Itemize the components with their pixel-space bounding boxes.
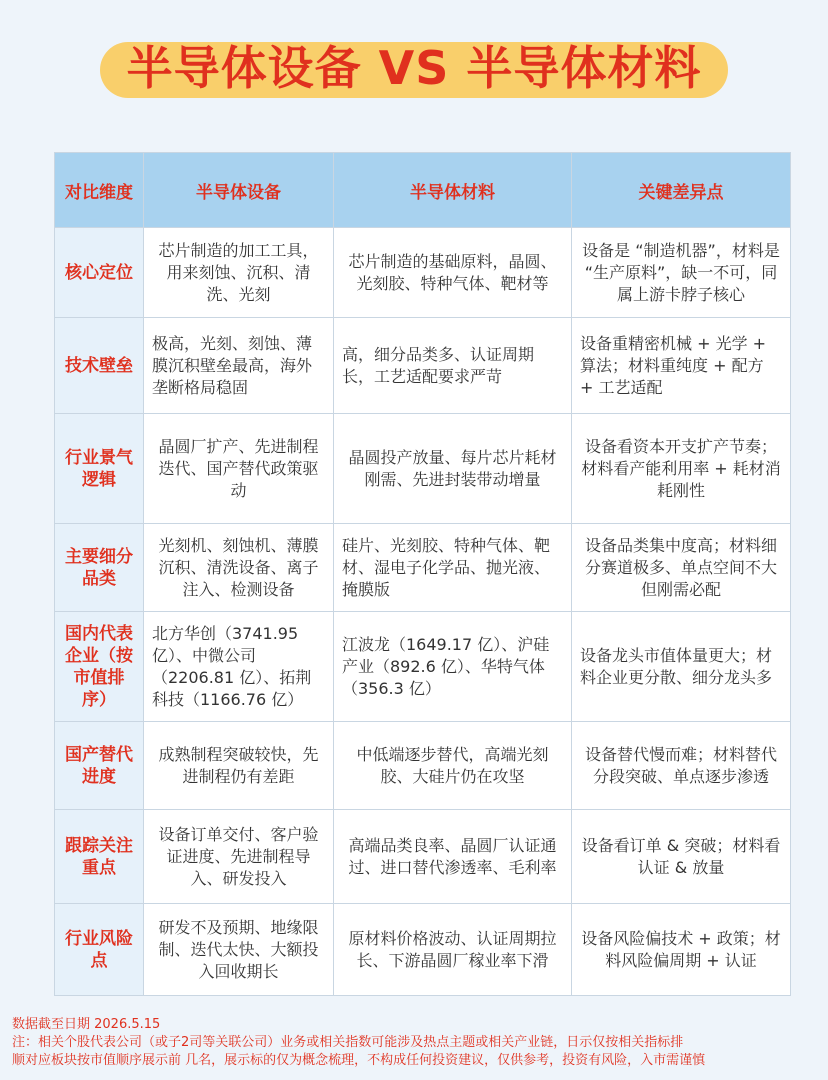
table-row	[55, 414, 791, 524]
cell-materials: 中低端逐步替代，高端光刻胶、大硅片仍在攻坚	[334, 722, 572, 810]
cell-difference: 设备龙头市值体量更大；材料企业更分散、细分龙头多	[572, 612, 791, 722]
cell-equipment: 晶圆厂扩产、先进制程迭代、国产替代政策驱动	[144, 414, 334, 524]
row-dimension: 国产替代进度	[55, 722, 144, 810]
row-dimension: 技术壁垒	[55, 318, 144, 414]
comparison-table	[54, 152, 791, 996]
data-date: 数据截至日期 2026.5.15	[12, 1017, 161, 1032]
header-differences: 关键差异点	[572, 153, 791, 228]
cell-materials: 芯片制造的基础原料，晶圆、光刻胶、特种气体、靶材等	[334, 228, 572, 318]
cell-equipment: 设备订单交付、客户验证进度、先进制程导入、研发投入	[144, 810, 334, 904]
row-dimension: 跟踪关注重点	[55, 810, 144, 904]
cell-difference: 设备看资本开支扩产节奏；材料看产能利用率 + 耗材消耗刚性	[572, 414, 791, 524]
cell-materials: 硅片、光刻胶、特种气体、靶材、湿电子化学品、抛光液、掩膜版	[334, 524, 572, 612]
cell-difference: 设备替代慢而难；材料替代分段突破、单点逐步渗透	[572, 722, 791, 810]
table-row	[55, 612, 791, 722]
table-row	[55, 810, 791, 904]
title-banner	[0, 28, 828, 114]
cell-equipment: 芯片制造的加工工具，用来刻蚀、沉积、清洗、光刻	[144, 228, 334, 318]
footer-disclaimer	[12, 1016, 820, 1070]
table-row	[55, 524, 791, 612]
cell-difference: 设备品类集中度高；材料细分赛道极多、单点空间不大但刚需必配	[572, 524, 791, 612]
header-dimension: 对比维度	[55, 153, 144, 228]
cell-difference: 设备看订单 & 突破；材料看认证 & 放量	[572, 810, 791, 904]
table-row	[55, 318, 791, 414]
cell-equipment: 极高，光刻、刻蚀、薄膜沉积壁垒最高，海外垄断格局稳固	[144, 318, 334, 414]
table-row	[55, 722, 791, 810]
row-dimension: 主要细分品类	[55, 524, 144, 612]
cell-materials: 晶圆投产放量、每片芯片耗材刚需、先进封装带动增量	[334, 414, 572, 524]
row-dimension: 行业景气逻辑	[55, 414, 144, 524]
cell-difference: 设备风险偏技术 + 政策；材料风险偏周期 + 认证	[572, 904, 791, 996]
cell-difference: 设备是 “制造机器”，材料是 “生产原料”，缺一不可，同属上游卡脖子核心	[572, 228, 791, 318]
cell-materials: 原材料价格波动、认证周期拉长、下游晶圆厂稼业率下滑	[334, 904, 572, 996]
cell-materials: 江波龙（1649.17 亿）、沪硅产业（892.6 亿）、华特气体（356.3 亿）	[334, 612, 572, 722]
disclaimer-line-1: 注：相关个股代表公司（或子2司等关联公司）业务或相关指数可能涉及热点主题或相关产业链，日示仅按相关指标排	[12, 1035, 684, 1050]
table-header-row	[55, 153, 791, 228]
cell-materials: 高端品类良率、晶圆厂认证通过、进口替代渗透率、毛利率	[334, 810, 572, 904]
cell-equipment: 北方华创（3741.95 亿）、中微公司（2206.81 亿）、拓荆科技（1166.76 亿）	[144, 612, 334, 722]
cell-equipment: 光刻机、刻蚀机、薄膜沉积、清洗设备、离子注入、检测设备	[144, 524, 334, 612]
row-dimension: 核心定位	[55, 228, 144, 318]
page-title: 半导体设备 VS 半导体材料	[126, 41, 702, 95]
cell-equipment: 成熟制程突破较快，先进制程仍有差距	[144, 722, 334, 810]
row-dimension: 行业风险点	[55, 904, 144, 996]
header-materials: 半导体材料	[334, 153, 572, 228]
table-row	[55, 904, 791, 996]
header-equipment: 半导体设备	[144, 153, 334, 228]
row-dimension: 国内代表企业（按市值排序）	[55, 612, 144, 722]
cell-difference: 设备重精密机械 + 光学 + 算法；材料重纯度 + 配方 + 工艺适配	[572, 318, 791, 414]
disclaimer-line-2: 顺对应板块按市值顺序展示前 几名，展示标的仅为概念梳理，不构成任何投资建议，仅供参考，投资有风险，入市需谨慎	[12, 1053, 706, 1068]
table-row	[55, 228, 791, 318]
cell-materials: 高，细分品类多、认证周期长，工艺适配要求严苛	[334, 318, 572, 414]
cell-equipment: 研发不及预期、地缘限制、迭代太快、大额投入回收期长	[144, 904, 334, 996]
